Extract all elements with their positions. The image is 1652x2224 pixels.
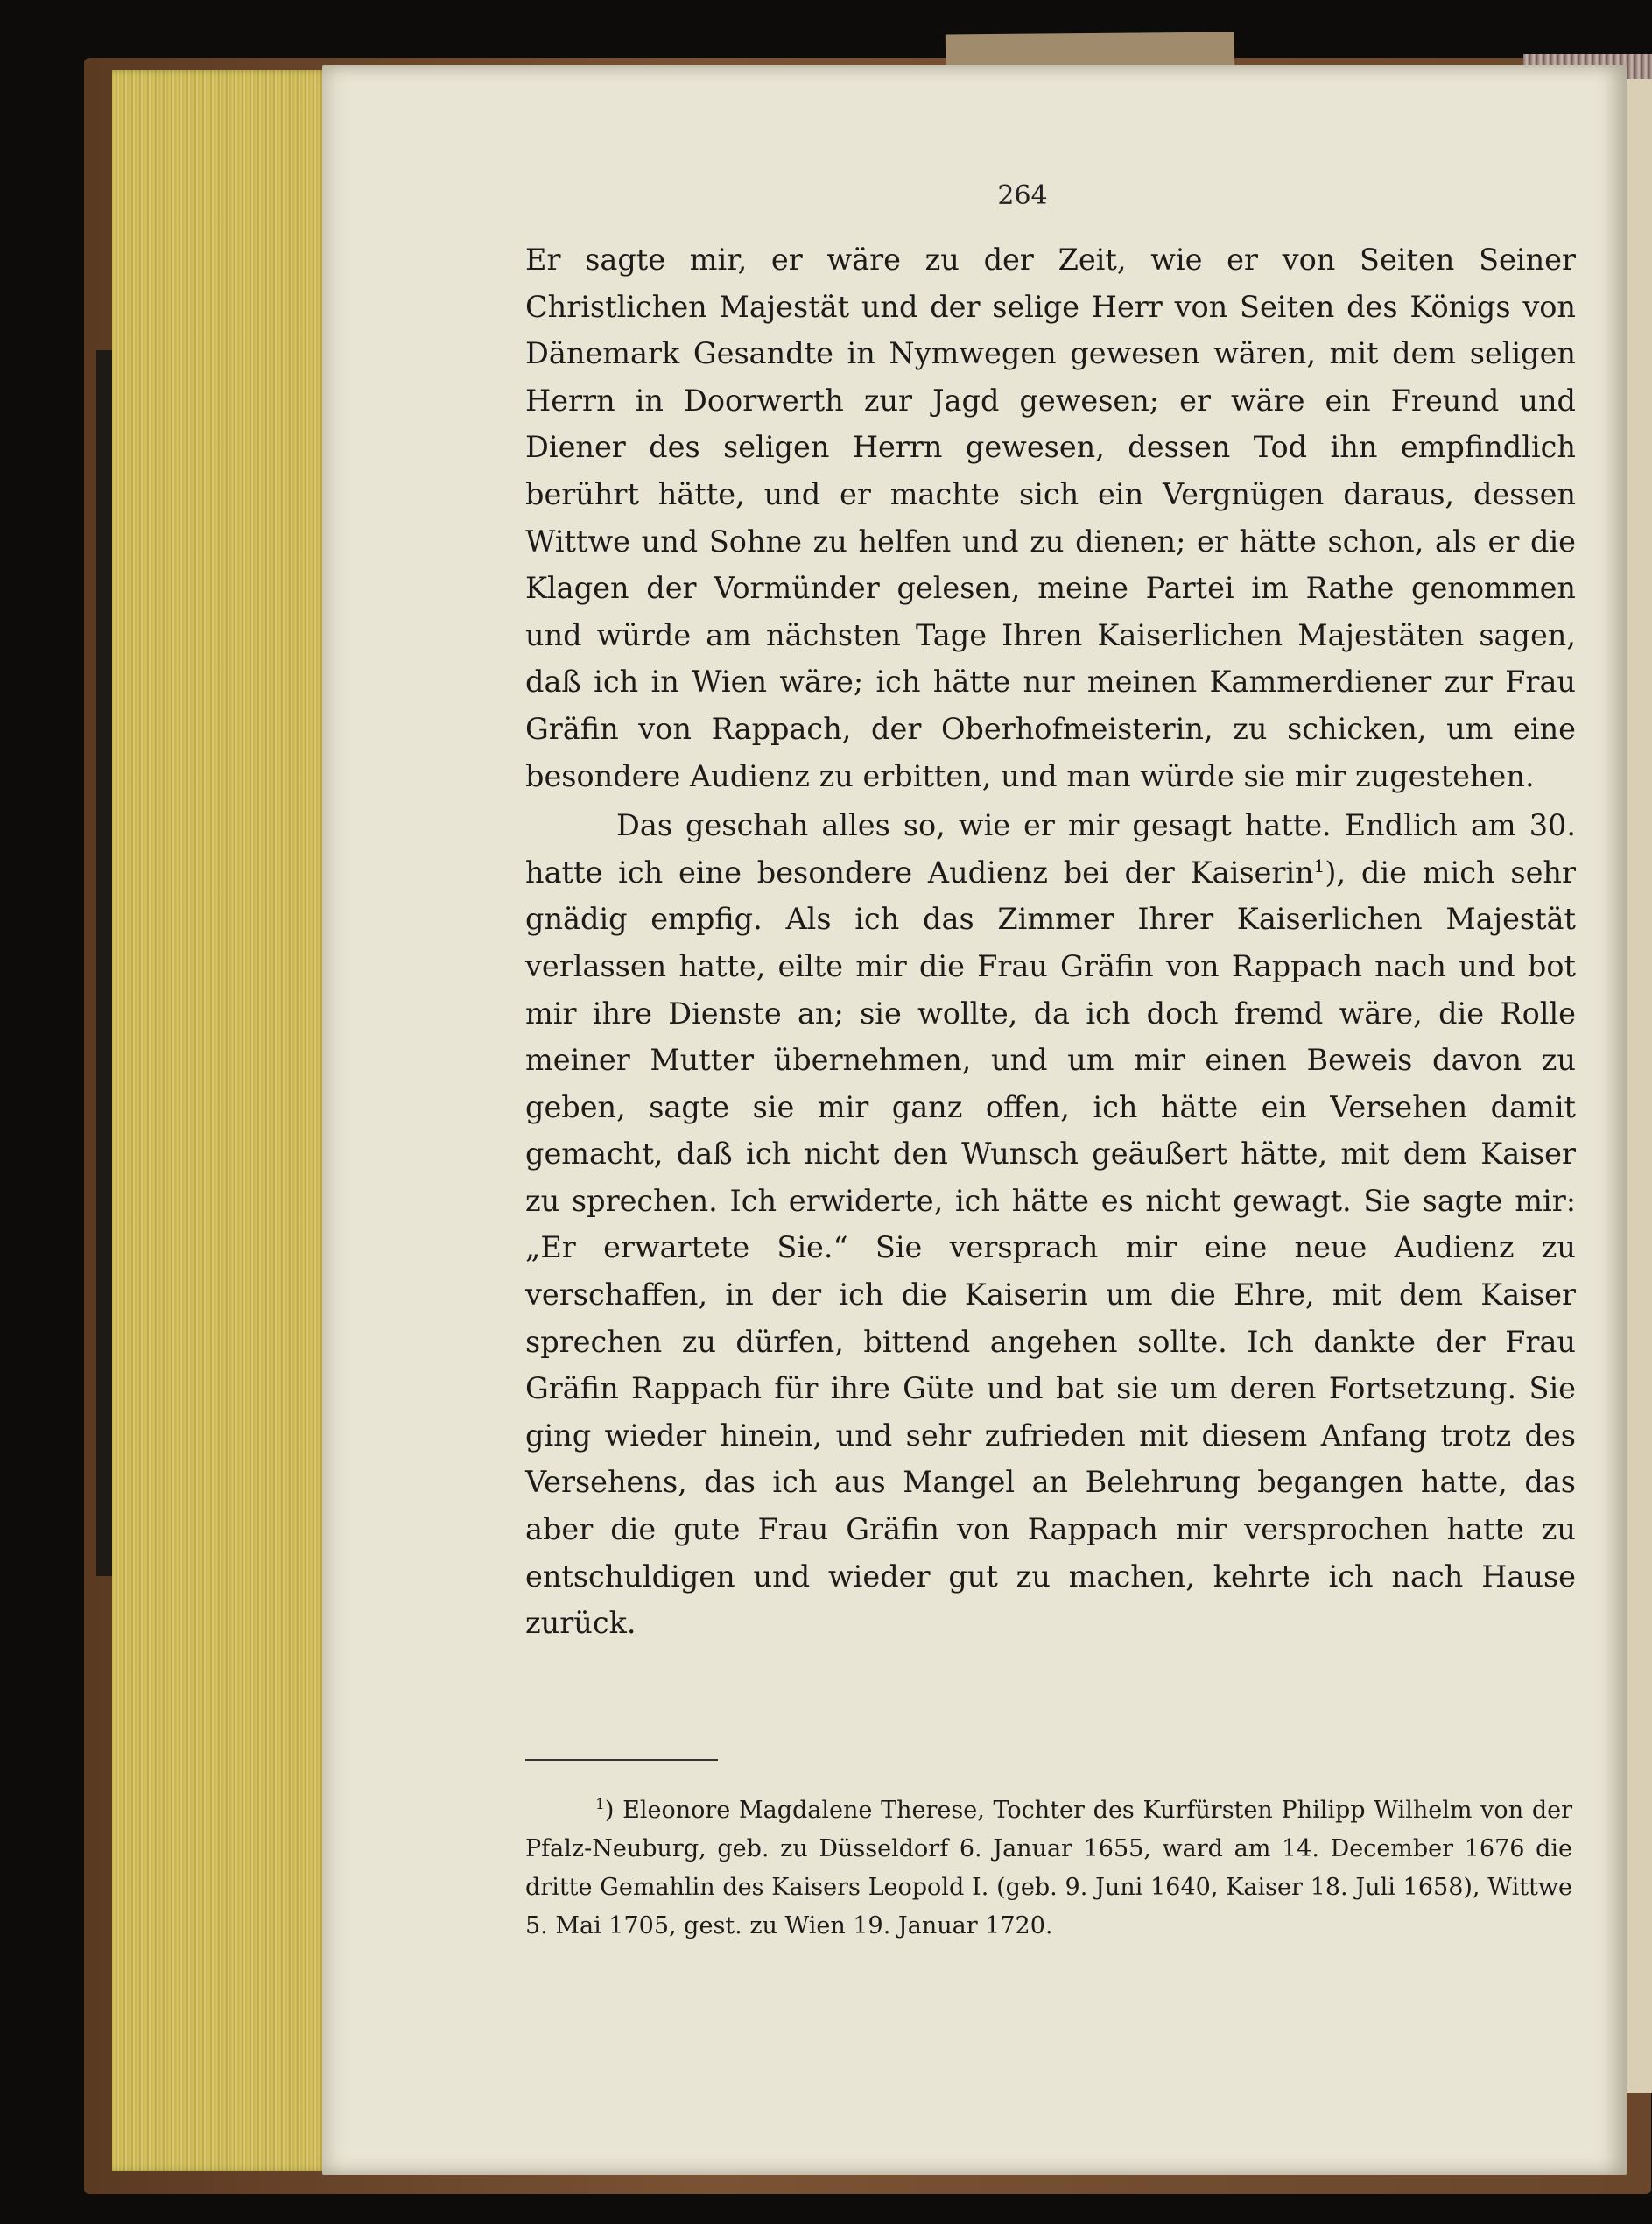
footnotes bbox=[525, 1791, 1572, 1946]
footnote-divider bbox=[525, 1759, 718, 1761]
top-label-strip bbox=[946, 32, 1234, 70]
paragraph-text: Das geschah alles so, wie er mir gesagt hatte. Endlich am 30. hatte ich eine besondere Audienz bei der Kaiserin bbox=[525, 808, 1576, 890]
paragraph: Er sagte mir, er wäre zu der Zeit, wie er von Seiten Seiner Christlichen Majestät und der selige Herr von Seiten des Königs von Dänemark Gesandte in Nymwegen gewesen wären, mit dem seligen Herrn in Doorwerth zur Jagd gewesen; er wäre ein Freund und Diener des seligen Herrn gewesen, dessen Tod ihn empfindlich berührt hätte, und er machte sich ein Vergnügen daraus, dessen Wittwe und Sohne zu helfen und zu dienen; er hätte schon, als er die Klagen der Vormünder gelesen, meine Partei im Rathe genommen und würde am nächsten Tage Ihren Kaiserlichen Majestäten sagen, daß ich in Wien wäre; ich hätte nur meinen Kammerdiener zur Frau Gräfin von Rappach, der Oberhofmeisterin, zu schicken, um eine besondere Audienz zu erbitten, und man würde sie mir zugestehen. bbox=[525, 243, 1576, 793]
footnote-marker: 1 bbox=[595, 1796, 605, 1813]
footnote bbox=[525, 1791, 1572, 1946]
body-text bbox=[525, 236, 1576, 1647]
book-page bbox=[322, 65, 1627, 2175]
paragraph bbox=[525, 802, 1576, 1647]
footnote-text: Eleonore Magdalene Therese, Tochter des Kurfürsten Philipp Wilhelm von der Pfalz-Neuburg, geb. zu Düsseldorf 6. Januar 1655, ward am 14. December 1676 die dritte Gemahlin des Kaisers Leopold I. (geb. 9. Juni 1640, Kaiser 18. Juli 1658), Wittwe 5. Mai 1705, gest. zu Wien 19. Januar 1720. bbox=[525, 1797, 1572, 1939]
page-number: 264 bbox=[997, 180, 1048, 211]
footnote-marker-close: ) bbox=[604, 1797, 615, 1824]
paragraph-text: ), die mich sehr gnädig empfig. Als ich das Zimmer Ihrer Kaiserlichen Majestät verlassen hatte, eilte mir die Frau Gräfin von Rappach nach und bot mir ihre Dienste an; sie wollte, da ich doch fremd wäre, die Rolle meiner Mutter übernehmen, und um mir einen Beweis davon zu geben, sagte sie mir ganz offen, ich hätte ein Versehen damit gemacht, daß ich nicht den Wunsch geäußert hätte, mit dem Kaiser zu sprechen. Ich erwiderte, ich hätte es nicht gewagt. Sie sagte mir: „Er erwartete Sie.“ Sie versprach mir eine neue Audienz zu verschaffen, in der ich die Kaiserin um die Ehre, mit dem Kaiser sprechen zu dürfen, bittend angehen sollte. Ich dankte der Frau Gräfin Rappach für ihre Güte und bat sie um deren Fortsetzung. Sie ging wieder hinein, und sehr zufrieden mit diesem Anfang trotz des Versehens, das ich aus Mangel an Belehrung begangen hatte, das aber die gute Frau Gräfin von Rappach mir versprochen hatte zu entschuldigen und wieder gut zu machen, kehrte ich nach Hause zurück. bbox=[525, 855, 1576, 1641]
footnote-reference[interactable]: 1 bbox=[1313, 855, 1325, 876]
page-edges bbox=[112, 70, 331, 2171]
